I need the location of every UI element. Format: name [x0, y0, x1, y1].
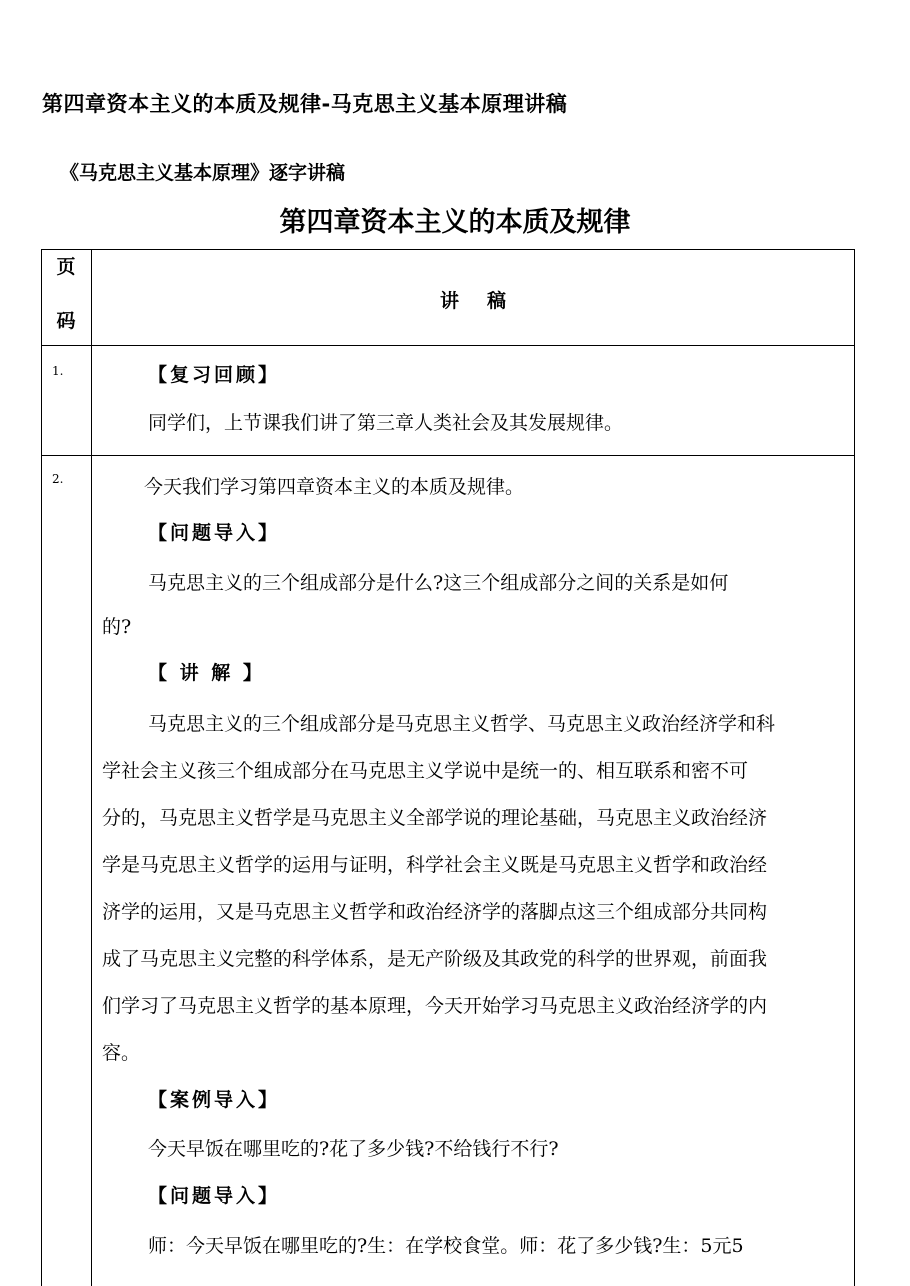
row-2-question-heading: 【问题导入】 — [148, 522, 281, 544]
row-2-question-line-2: 的? — [102, 616, 132, 638]
row-2-explain-line-3: 分的，马克思主义哲学是马克思主义全部学说的理论基础，马克思主义政治经济 — [102, 807, 768, 829]
row-1-review-heading: 【复习回顾】 — [148, 364, 281, 386]
row-2-case-text: 今天早饭在哪里吃的?花了多少钱?不给钱行不行? — [148, 1138, 559, 1160]
row-1-review-text: 同学们，上节课我们讲了第三章人类社会及其发展规律。 — [148, 412, 624, 434]
column-header-page — [41, 254, 91, 362]
row-2-case-heading: 【案例导入】 — [148, 1089, 281, 1111]
row-2-explain-line-2: 学社会主义孩三个组成部分在马克思主义学说中是统一的、相互联系和密不可 — [102, 760, 749, 782]
row-2-explain-line-5: 济学的运用，又是马克思主义哲学和政治经济学的落脚点这三个组成部分共同构 — [102, 901, 768, 923]
row-2-explain-line-4: 学是马克思主义哲学的运用与证明，科学社会主义既是马克思主义哲学和政治经 — [102, 854, 768, 876]
column-header-page-char2: 码 — [56, 310, 76, 332]
column-header-page-char1: 页 — [56, 256, 76, 278]
row-2-intro-text: 今天我们学习第四章资本主义的本质及规律。 — [144, 476, 525, 498]
row-2-explain-heading: 【 讲 解 】 — [148, 662, 265, 684]
document-title: 第四章资本主义的本质及规律-马克思主义基本原理讲稿 — [42, 92, 568, 116]
row-2-explain-line-1: 马克思主义的三个组成部分是马克思主义哲学、马克思主义政治经济学和科 — [148, 713, 776, 735]
row-2-dialog-text: 师：今天早饭在哪里吃的?生：在学校食堂。师：花了多少钱?生：5元5 — [148, 1235, 744, 1257]
row-2-question-heading-2: 【问题导入】 — [148, 1185, 281, 1207]
document-subtitle: 《马克思主义基本原理》逐字讲稿 — [60, 162, 346, 184]
table-border-top — [41, 249, 855, 250]
table-row-divider — [41, 455, 855, 456]
table-border-right — [854, 249, 855, 1286]
row-1-page-number: 1. — [52, 364, 64, 378]
table-column-divider — [91, 249, 92, 1286]
row-2-explain-line-6: 成了马克思主义完整的科学体系，是无产阶级及其政党的科学的世界观，前面我 — [102, 948, 768, 970]
chapter-title: 第四章资本主义的本质及规律 — [279, 207, 631, 238]
row-2-explain-line-7: 们学习了马克思主义哲学的基本原理，今天开始学习马克思主义政治经济学的内 — [102, 995, 768, 1017]
table-header-divider — [41, 345, 855, 346]
table-border-left — [41, 249, 42, 1286]
row-2-page-number: 2. — [52, 472, 64, 486]
row-2-question-line-1: 马克思主义的三个组成部分是什么?这三个组成部分之间的关系是如何 — [148, 572, 729, 594]
row-2-explain-line-8: 容。 — [102, 1042, 141, 1064]
column-header-script: 讲稿 — [439, 290, 534, 312]
